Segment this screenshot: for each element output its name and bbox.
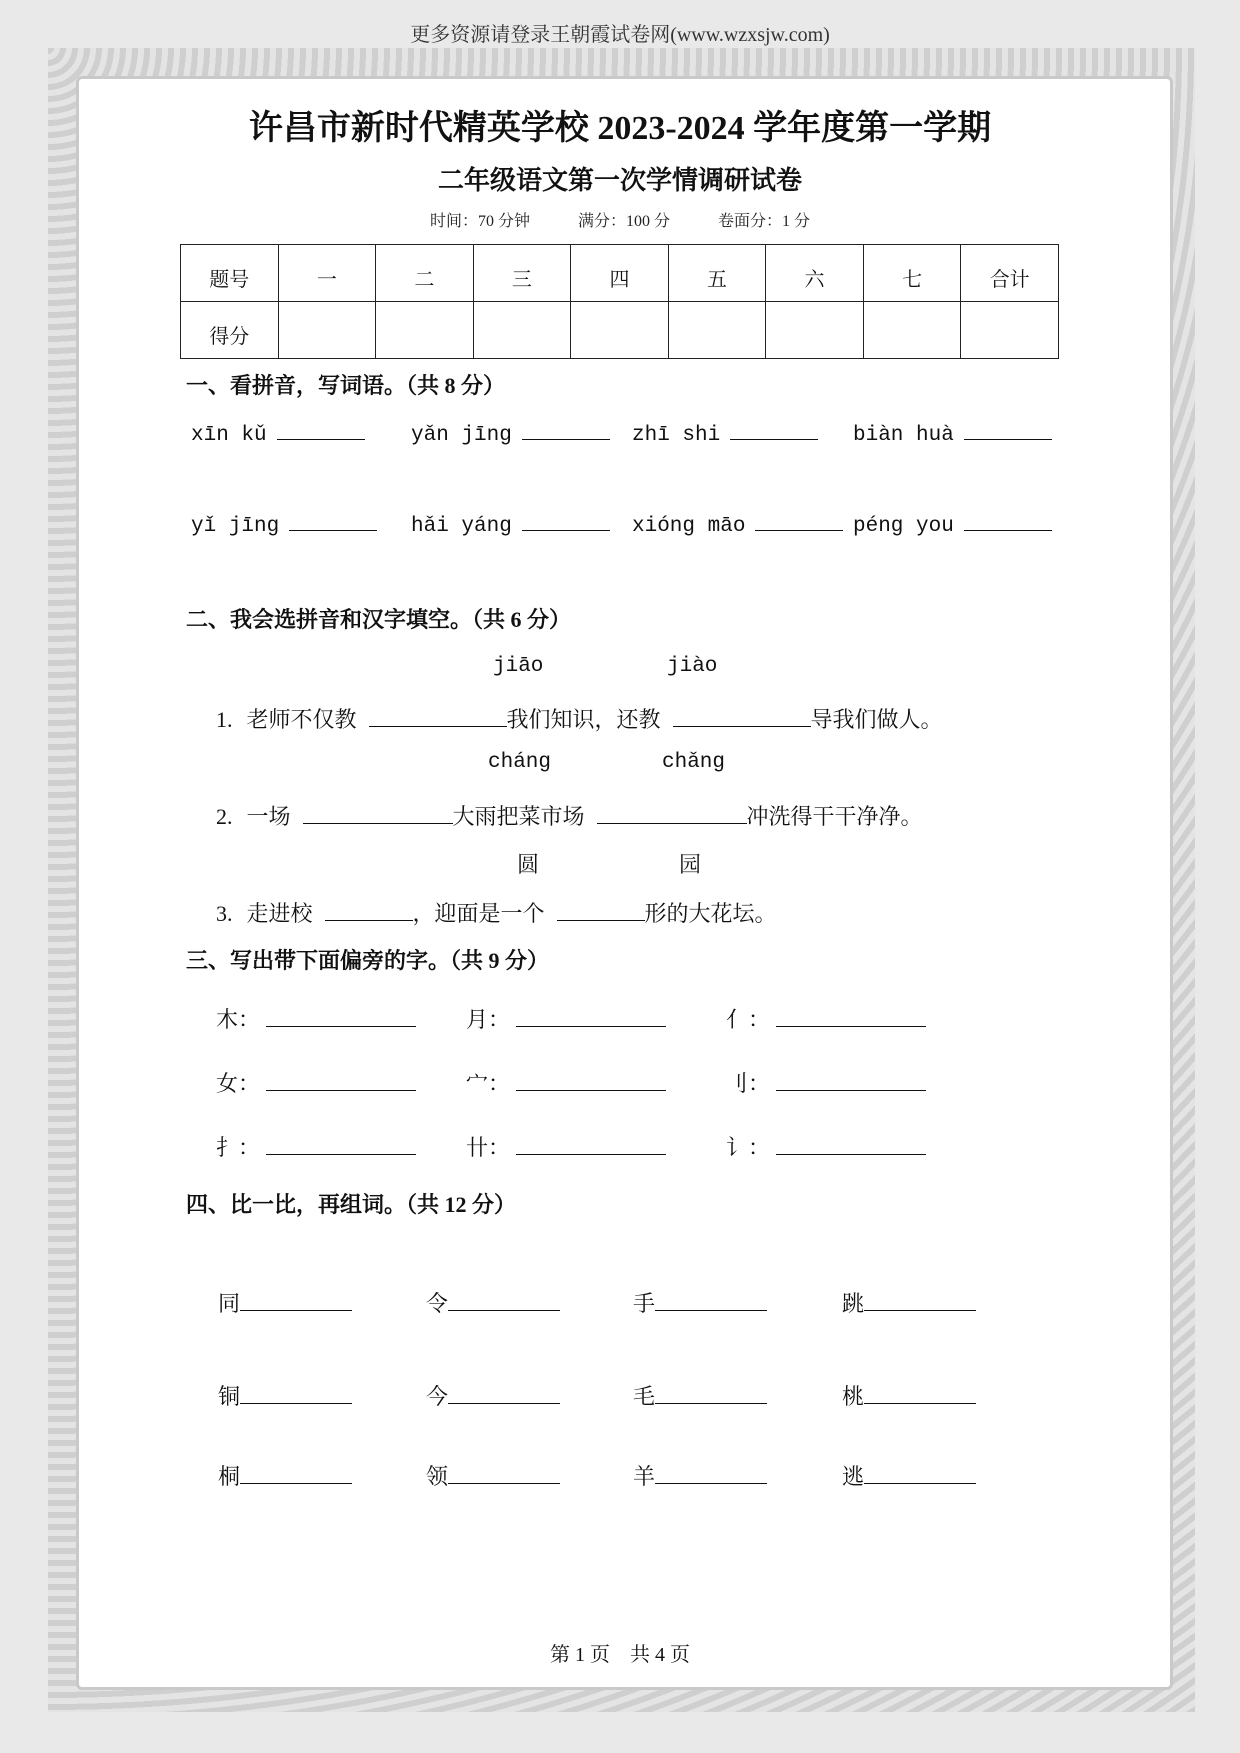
section-1-heading: 一、看拼音，写词语。（共 8 分） — [186, 373, 506, 398]
row-label-score: 得分 — [181, 302, 279, 359]
question-text: 老师不仅教 — [246, 707, 357, 732]
column-header: 七 — [863, 245, 961, 302]
character: 领 — [426, 1464, 449, 1489]
radical-label: 刂： — [726, 1071, 771, 1096]
answer-blank[interactable] — [964, 529, 1052, 531]
question-number: 3. — [216, 901, 233, 926]
watermark-text: 更多资源请登录王朝霞试卷网(www.wzxsjw.com) — [410, 24, 830, 46]
radical-item — [216, 1003, 416, 1034]
pinyin-item — [411, 515, 610, 538]
score-cell[interactable] — [863, 302, 961, 359]
radical-label: 月： — [466, 1007, 511, 1032]
question-text: ，迎面是一个 — [412, 901, 545, 926]
character: 羊 — [633, 1464, 656, 1489]
answer-blank[interactable] — [266, 1025, 416, 1027]
answer-blank[interactable] — [240, 1402, 352, 1404]
radical-label: 宀： — [466, 1071, 511, 1096]
radical-label: 讠： — [726, 1135, 771, 1160]
score-cell[interactable] — [766, 302, 864, 359]
character: 逃 — [842, 1464, 865, 1489]
section-2-heading: 二、我会选拼音和汉字填空。（共 6 分） — [186, 607, 572, 632]
radical-label: 扌： — [216, 1135, 261, 1160]
option-1: cháng — [488, 751, 552, 774]
pinyin-text: yǎn jīng — [411, 424, 512, 447]
radical-item — [216, 1131, 416, 1162]
column-header: 四 — [571, 245, 669, 302]
answer-blank[interactable] — [522, 438, 610, 440]
answer-blank[interactable] — [864, 1309, 976, 1311]
character: 同 — [218, 1291, 241, 1316]
score-cell[interactable] — [376, 302, 474, 359]
question-text: 走进校 — [246, 901, 313, 926]
compare-item — [633, 1460, 767, 1491]
compare-item — [842, 1287, 976, 1318]
answer-blank[interactable] — [776, 1089, 926, 1091]
answer-blank[interactable] — [597, 822, 747, 824]
section-3-heading: 三、写出带下面偏旁的字。（共 9 分） — [186, 948, 550, 973]
compare-item — [218, 1380, 352, 1411]
radical-item — [466, 1003, 666, 1034]
radical-item — [726, 1131, 926, 1162]
answer-blank[interactable] — [448, 1402, 560, 1404]
column-header: 一 — [278, 245, 376, 302]
time-limit: 时间：70 分钟 — [429, 213, 530, 230]
page-number: 第 1 页 共 4 页 — [550, 1644, 690, 1666]
exam-subtitle: 二年级语文第一次学情调研试卷 — [437, 166, 802, 195]
character: 跳 — [842, 1291, 865, 1316]
pinyin-text: yǐ jīng — [191, 515, 280, 538]
answer-blank[interactable] — [673, 725, 811, 727]
answer-blank[interactable] — [776, 1153, 926, 1155]
answer-blank[interactable] — [277, 438, 365, 440]
answer-blank[interactable] — [516, 1153, 666, 1155]
answer-blank[interactable] — [864, 1402, 976, 1404]
pinyin-item — [411, 424, 610, 447]
answer-blank[interactable] — [655, 1402, 767, 1404]
answer-blank[interactable] — [655, 1482, 767, 1484]
question-text: 我们知识，还教 — [506, 707, 661, 732]
option-1: jiāo — [493, 655, 544, 678]
answer-blank[interactable] — [325, 919, 413, 921]
option-2: jiào — [667, 655, 718, 678]
answer-blank[interactable] — [303, 822, 453, 824]
pinyin-item — [853, 424, 1052, 447]
question-line — [216, 897, 777, 928]
character: 桐 — [218, 1464, 241, 1489]
answer-blank[interactable] — [964, 438, 1052, 440]
score-cell[interactable] — [473, 302, 571, 359]
answer-blank[interactable] — [557, 919, 645, 921]
question-number: 1. — [216, 707, 233, 732]
answer-blank[interactable] — [266, 1153, 416, 1155]
question-line — [216, 703, 943, 734]
question-number: 2. — [216, 804, 233, 829]
full-score: 满分：100 分 — [577, 213, 670, 230]
compare-item — [633, 1287, 767, 1318]
answer-blank[interactable] — [448, 1309, 560, 1311]
answer-blank[interactable] — [516, 1089, 666, 1091]
answer-blank[interactable] — [776, 1025, 926, 1027]
score-table — [180, 244, 1059, 359]
exam-title: 许昌市新时代精英学校 2023-2024 学年度第一学期 — [248, 110, 992, 147]
radical-item — [726, 1067, 926, 1098]
question-text: 一场 — [246, 804, 291, 829]
character: 今 — [426, 1384, 449, 1409]
answer-blank[interactable] — [240, 1309, 352, 1311]
pinyin-text: hǎi yáng — [411, 515, 512, 538]
exam-info — [0, 208, 1240, 231]
answer-blank[interactable] — [655, 1309, 767, 1311]
pinyin-text: zhī shi — [632, 424, 721, 447]
answer-blank[interactable] — [755, 529, 843, 531]
section-4-heading: 四、比一比，再组词。（共 12 分） — [186, 1192, 517, 1217]
answer-blank[interactable] — [448, 1482, 560, 1484]
pinyin-item — [191, 515, 377, 538]
character: 毛 — [633, 1384, 656, 1409]
column-header: 二 — [376, 245, 474, 302]
character: 桃 — [842, 1384, 865, 1409]
pinyin-text: péng you — [853, 515, 954, 538]
score-cell[interactable] — [278, 302, 376, 359]
compare-item — [218, 1460, 352, 1491]
answer-blank[interactable] — [730, 438, 818, 440]
radical-item — [466, 1131, 666, 1162]
compare-item — [842, 1460, 976, 1491]
answer-blank[interactable] — [369, 725, 507, 727]
radical-item — [466, 1067, 666, 1098]
character: 手 — [633, 1291, 656, 1316]
radical-item — [216, 1067, 416, 1098]
character: 铜 — [218, 1384, 241, 1409]
answer-blank[interactable] — [864, 1482, 976, 1484]
question-text: 冲洗得干干净净。 — [746, 804, 923, 829]
pinyin-item — [191, 424, 365, 447]
pinyin-text: xīn kǔ — [191, 424, 267, 447]
answer-blank[interactable] — [266, 1089, 416, 1091]
pinyin-text: biàn huà — [853, 424, 954, 447]
radical-label: 木： — [216, 1007, 261, 1032]
pinyin-text: xióng māo — [632, 515, 746, 538]
pinyin-item — [632, 515, 843, 538]
pinyin-item — [853, 515, 1052, 538]
answer-blank[interactable] — [240, 1482, 352, 1484]
radical-item — [726, 1003, 926, 1034]
score-cell[interactable] — [668, 302, 766, 359]
score-cell[interactable] — [571, 302, 669, 359]
answer-blank[interactable] — [522, 529, 610, 531]
answer-blank[interactable] — [516, 1025, 666, 1027]
column-header: 三 — [473, 245, 571, 302]
score-cell[interactable] — [961, 302, 1059, 359]
question-text: 导我们做人。 — [810, 707, 943, 732]
compare-item — [426, 1380, 560, 1411]
compare-item — [218, 1287, 352, 1318]
compare-item — [426, 1460, 560, 1491]
pinyin-item — [632, 424, 818, 447]
question-text: 形的大花坛。 — [644, 901, 777, 926]
question-text: 大雨把菜市场 — [452, 804, 585, 829]
column-header: 五 — [668, 245, 766, 302]
radical-label: 女： — [216, 1071, 261, 1096]
option-2: chǎng — [662, 751, 726, 774]
answer-blank[interactable] — [289, 529, 377, 531]
column-header: 合计 — [961, 245, 1059, 302]
neatness-score: 卷面分：1 分 — [718, 213, 811, 230]
question-line — [216, 800, 923, 831]
radical-label: 亻： — [726, 1007, 771, 1032]
compare-item — [426, 1287, 560, 1318]
radical-label: 卄： — [466, 1135, 511, 1160]
column-header: 六 — [766, 245, 864, 302]
character: 令 — [426, 1291, 449, 1316]
compare-item — [633, 1380, 767, 1411]
row-label-question: 题号 — [181, 245, 279, 302]
option-2: 园 — [679, 852, 702, 877]
option-1: 圆 — [517, 852, 540, 877]
compare-item — [842, 1380, 976, 1411]
